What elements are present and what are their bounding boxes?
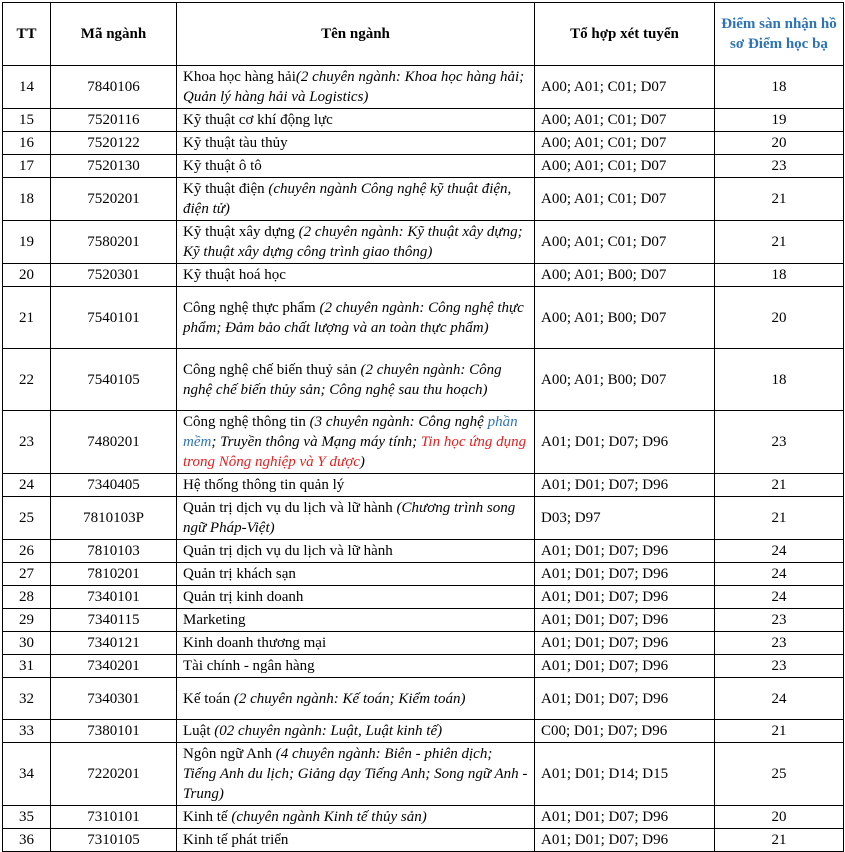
row-note: (2 chuyên ngành: Kỹ thuật xây dựng; Kỹ thuật xây dựng công trình giao thông) <box>183 224 523 260</box>
table-row <box>3 349 844 411</box>
table-row <box>3 474 844 497</box>
row-name-cell <box>177 806 535 829</box>
row-name: Ngôn ngữ Anh <box>183 746 272 762</box>
row-combo: D03; D97 <box>535 497 715 540</box>
row-note: (2 chuyên ngành: Kế toán; Kiểm toán) <box>233 690 466 707</box>
row-name-cell <box>177 132 535 155</box>
row-score: 23 <box>715 155 844 178</box>
row-tt: 16 <box>3 132 51 155</box>
row-name-cell <box>177 720 535 743</box>
header-code: Mã ngành <box>51 3 177 66</box>
row-tt: 24 <box>3 474 51 497</box>
row-name: Marketing <box>183 612 246 628</box>
row-tt: 33 <box>3 720 51 743</box>
row-combo: A01; D01; D07; D96 <box>535 563 715 586</box>
row-combo: A01; D01; D07; D96 <box>535 655 715 678</box>
row-code: 7840106 <box>51 66 177 109</box>
row-combo: A00; A01; C01; D07 <box>535 178 715 221</box>
row-note: (chuyên ngành Công nghệ kỹ thuật điện, điện tử) <box>183 181 512 217</box>
table-row <box>3 178 844 221</box>
row-code: 7380101 <box>51 720 177 743</box>
row-tt: 35 <box>3 806 51 829</box>
row-tt: 23 <box>3 411 51 474</box>
row-name: Quản trị kinh doanh <box>183 589 304 605</box>
row-tt: 14 <box>3 66 51 109</box>
row-name-cell <box>177 474 535 497</box>
row-name-cell <box>177 743 535 806</box>
row-note: (4 chuyên ngành: Biên - phiên dịch; Tiếng Anh du lịch; Giảng dạy Tiếng Anh; Song ngữ Anh - Trung) <box>183 746 528 802</box>
table-row <box>3 632 844 655</box>
row-code: 7520201 <box>51 178 177 221</box>
row-tt: 17 <box>3 155 51 178</box>
row-name-cell <box>177 632 535 655</box>
row-combo: A00; A01; C01; D07 <box>535 109 715 132</box>
row-code: 7340115 <box>51 609 177 632</box>
table-row <box>3 109 844 132</box>
row-note: (3 chuyên ngành: Công nghệ <box>309 414 488 430</box>
row-name: Kỹ thuật hoá học <box>183 267 286 283</box>
row-score: 23 <box>715 609 844 632</box>
row-name-cell <box>177 349 535 411</box>
row-name: Quản trị khách sạn <box>183 566 296 582</box>
row-code: 7520130 <box>51 155 177 178</box>
row-name: Hệ thống thông tin quản lý <box>183 477 345 493</box>
row-name: Kỹ thuật ô tô <box>183 158 262 174</box>
row-score: 23 <box>715 632 844 655</box>
row-name-cell <box>177 178 535 221</box>
row-score: 21 <box>715 829 844 852</box>
row-score: 18 <box>715 66 844 109</box>
row-tt: 20 <box>3 264 51 287</box>
row-score: 24 <box>715 678 844 720</box>
row-combo: A01; D01; D07; D96 <box>535 609 715 632</box>
table-row <box>3 678 844 720</box>
row-tt: 29 <box>3 609 51 632</box>
row-code: 7580201 <box>51 221 177 264</box>
row-name-cell <box>177 109 535 132</box>
row-name: Kỹ thuật điện <box>183 181 265 197</box>
table-row <box>3 132 844 155</box>
row-name: Quản trị dịch vụ du lịch và lữ hành <box>183 500 393 516</box>
row-name-cell <box>177 609 535 632</box>
row-combo: A00; A01; B00; D07 <box>535 287 715 349</box>
table-body <box>3 66 844 852</box>
row-combo: A01; D01; D07; D96 <box>535 678 715 720</box>
row-name: Luật <box>183 723 211 739</box>
row-tt: 30 <box>3 632 51 655</box>
row-code: 7340121 <box>51 632 177 655</box>
row-name-cell <box>177 155 535 178</box>
row-tt: 34 <box>3 743 51 806</box>
header-name: Tên ngành <box>177 3 535 66</box>
row-tt: 26 <box>3 540 51 563</box>
row-score: 24 <box>715 540 844 563</box>
table-row <box>3 563 844 586</box>
row-note: (2 chuyên ngành: Khoa học hàng hải; Quản lý hàng hải và Logistics) <box>183 69 525 105</box>
row-name: Công nghệ chế biến thuỷ sản <box>183 361 357 378</box>
row-code: 7520116 <box>51 109 177 132</box>
row-name-cell <box>177 497 535 540</box>
row-name-cell <box>177 287 535 349</box>
row-name-cell <box>177 264 535 287</box>
table-row <box>3 743 844 806</box>
table-row <box>3 221 844 264</box>
row-code: 7520301 <box>51 264 177 287</box>
row-tt: 27 <box>3 563 51 586</box>
row-code: 7520122 <box>51 132 177 155</box>
row-note-blue: phần mềm <box>183 414 518 450</box>
row-score: 24 <box>715 563 844 586</box>
table-row <box>3 609 844 632</box>
row-combo: A00; A01; C01; D07 <box>535 66 715 109</box>
row-combo: A00; A01; B00; D07 <box>535 349 715 411</box>
row-code: 7220201 <box>51 743 177 806</box>
row-code: 7480201 <box>51 411 177 474</box>
row-tt: 18 <box>3 178 51 221</box>
row-note: (02 chuyên ngành: Luật, Luật kinh tế) <box>214 723 443 739</box>
row-name: Công nghệ thực phẩm <box>183 299 316 316</box>
row-code: 7810103P <box>51 497 177 540</box>
header-row <box>3 3 844 66</box>
row-name: Công nghệ thông tin <box>183 414 306 430</box>
row-code: 7310105 <box>51 829 177 852</box>
row-combo: A01; D01; D07; D96 <box>535 806 715 829</box>
row-code: 7340101 <box>51 586 177 609</box>
row-code: 7540105 <box>51 349 177 411</box>
row-name: Kế toán <box>183 690 231 707</box>
table-row <box>3 720 844 743</box>
row-note-red: Tin học ứng dụng trong Nông nghiệp và Y dược <box>183 434 527 470</box>
table-row <box>3 155 844 178</box>
table-row <box>3 540 844 563</box>
admission-table <box>2 2 844 852</box>
table-row <box>3 66 844 109</box>
row-tt: 22 <box>3 349 51 411</box>
row-combo: A00; A01; C01; D07 <box>535 155 715 178</box>
row-note: (2 chuyên ngành: Công nghệ thực phẩm; Đảm bảo chất lượng và an toàn thực phẩm) <box>183 299 524 336</box>
header-combo: Tổ hợp xét tuyển <box>535 3 715 66</box>
row-score: 23 <box>715 655 844 678</box>
row-name: Khoa học hàng hải <box>183 69 296 85</box>
header-score: Điểm sàn nhận hồ sơ Điểm học bạ <box>715 3 844 66</box>
row-score: 21 <box>715 178 844 221</box>
row-note: (chuyên ngành Kinh tế thủy sản) <box>231 809 427 825</box>
row-combo: A01; D01; D14; D15 <box>535 743 715 806</box>
row-score: 21 <box>715 474 844 497</box>
row-combo: A00; A01; C01; D07 <box>535 132 715 155</box>
row-code: 7340301 <box>51 678 177 720</box>
row-name-cell <box>177 829 535 852</box>
row-score: 24 <box>715 586 844 609</box>
row-name: Kinh doanh thương mại <box>183 635 327 651</box>
row-tt: 32 <box>3 678 51 720</box>
row-name-cell <box>177 66 535 109</box>
row-combo: A01; D01; D07; D96 <box>535 474 715 497</box>
row-name-cell <box>177 221 535 264</box>
row-code: 7340201 <box>51 655 177 678</box>
table-row <box>3 586 844 609</box>
row-score: 20 <box>715 132 844 155</box>
row-combo: A01; D01; D07; D96 <box>535 411 715 474</box>
row-score: 21 <box>715 497 844 540</box>
table-row <box>3 264 844 287</box>
row-name: Kỹ thuật cơ khí động lực <box>183 112 333 128</box>
row-tt: 31 <box>3 655 51 678</box>
row-code: 7340405 <box>51 474 177 497</box>
row-combo: A00; A01; C01; D07 <box>535 221 715 264</box>
row-combo: A00; A01; B00; D07 <box>535 264 715 287</box>
table-row <box>3 655 844 678</box>
row-note-mid: ; Truyền thông và Mạng máy tính; <box>211 434 421 450</box>
row-score: 25 <box>715 743 844 806</box>
row-code: 7540101 <box>51 287 177 349</box>
table-row <box>3 829 844 852</box>
row-tt: 21 <box>3 287 51 349</box>
row-score: 20 <box>715 806 844 829</box>
row-name: Kinh tế phát triển <box>183 832 289 848</box>
row-note-end: ) <box>359 454 365 470</box>
row-score: 21 <box>715 221 844 264</box>
row-score: 18 <box>715 349 844 411</box>
row-code: 7310101 <box>51 806 177 829</box>
row-combo: A01; D01; D07; D96 <box>535 540 715 563</box>
row-note: (2 chuyên ngành: Công nghệ chế biến thủy sản; Công nghệ sau thu hoạch) <box>183 361 502 398</box>
row-tt: 15 <box>3 109 51 132</box>
row-note: (Chương trình song ngữ Pháp-Việt) <box>183 500 516 536</box>
row-score: 18 <box>715 264 844 287</box>
row-combo: C00; D01; D07; D96 <box>535 720 715 743</box>
row-name-cell <box>177 411 535 474</box>
row-name: Kỹ thuật xây dựng <box>183 224 295 240</box>
row-combo: A01; D01; D07; D96 <box>535 586 715 609</box>
row-tt: 36 <box>3 829 51 852</box>
row-name-cell <box>177 678 535 720</box>
row-score: 20 <box>715 287 844 349</box>
row-code: 7810103 <box>51 540 177 563</box>
row-name-cell <box>177 563 535 586</box>
table-row <box>3 287 844 349</box>
row-score: 21 <box>715 720 844 743</box>
row-name: Kỹ thuật tàu thủy <box>183 135 288 151</box>
row-name-cell <box>177 586 535 609</box>
row-tt: 28 <box>3 586 51 609</box>
row-name-cell <box>177 655 535 678</box>
table-row <box>3 806 844 829</box>
row-code: 7810201 <box>51 563 177 586</box>
row-name: Quản trị dịch vụ du lịch và lữ hành <box>183 543 393 559</box>
row-tt: 25 <box>3 497 51 540</box>
row-combo: A01; D01; D07; D96 <box>535 632 715 655</box>
table-row <box>3 497 844 540</box>
row-score: 23 <box>715 411 844 474</box>
row-name-cell <box>177 540 535 563</box>
table-row <box>3 411 844 474</box>
row-combo: A01; D01; D07; D96 <box>535 829 715 852</box>
row-name: Tài chính - ngân hàng <box>183 658 315 674</box>
row-name: Kinh tế <box>183 809 228 825</box>
row-tt: 19 <box>3 221 51 264</box>
header-tt: TT <box>3 3 51 66</box>
row-score: 19 <box>715 109 844 132</box>
